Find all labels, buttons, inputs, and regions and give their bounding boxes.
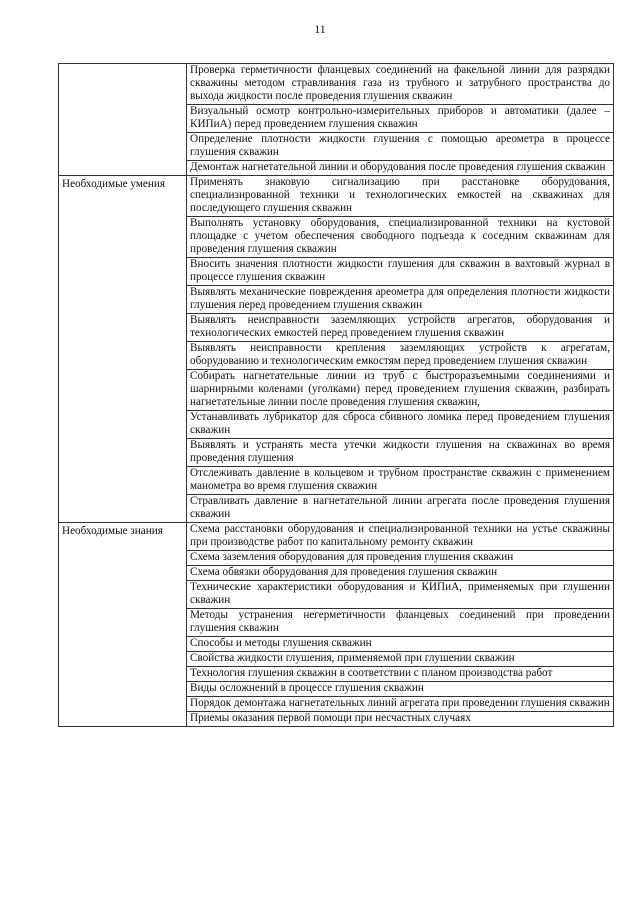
requirement-item: Выполнять установку оборудования, специализированной техники на кустовой площадке с учетом обеспечения свободного подъезда к соседним скважинам для проведения глушения скважин [187,217,614,258]
page-number: 11 [314,22,326,36]
requirement-item: Выявлять неисправности заземляющих устройств агрегатов, оборудования и технологических емкостей перед проведением глушения скважин [187,314,614,342]
section-label: Необходимые умения [59,176,187,523]
requirement-item: Отслеживать давление в кольцевом и трубном пространстве скважин с применением манометра во время глушения скважин [187,467,614,495]
section-label: Необходимые знания [59,523,187,727]
requirement-item: Схема заземления оборудования для проведения глушения скважин [187,551,614,566]
qualification-table [58,63,614,727]
section-label [59,64,187,176]
requirement-item: Собирать нагнетательные линии из труб с быстроразъемными соединениями и шарнирными коленами (уголками) перед проведением глушения скважин, разбирать нагнетательные линии после проведения глушения скважин, [187,370,614,411]
requirement-item: Порядок демонтажа нагнетательных линий агрегата при проведении глушения скважин [187,697,614,712]
requirement-item: Вносить значения плотности жидкости глушения для скважин в вахтовый журнал в процессе глушения скважин [187,258,614,286]
requirement-item: Применять знаковую сигнализацию при расстановке оборудования, специализированной техники и технологических емкостей на скважинах для последующего глушения скважин [187,176,614,217]
requirement-item: Методы устранения негерметичности фланцевых соединений при проведении глушения скважин [187,609,614,637]
qualification-table-body [59,64,614,727]
requirement-item: Устанавливать лубрикатор для сброса сбивного ломика перед проведением глушения скважин [187,411,614,439]
requirement-item: Схема обвязки оборудования для проведения глушения скважин [187,566,614,581]
requirement-item: Приемы оказания первой помощи при несчастных случаях [187,712,614,727]
requirement-item: Выявлять механические повреждения ареометра для определения плотности жидкости глушения перед проведением глушения скважин [187,286,614,314]
table-row [59,64,614,105]
requirement-item: Демонтаж нагнетательной линии и оборудования после проведения глушения скважин [187,161,614,176]
requirement-item: Проверка герметичности фланцевых соединений на факельной линии для разрядки скважины методом стравливания газа из трубного и затрубного пространства до выхода жидкости после проведения глушения скважин [187,64,614,105]
requirement-item: Визуальный осмотр контрольно-измерительных приборов и автоматики (далее – КИПиА) перед проведением глушения скважин [187,105,614,133]
requirement-item: Определение плотности жидкости глушения с помощью ареометра в процессе глушения скважин [187,133,614,161]
table-row [59,523,614,551]
requirement-item: Технология глушения скважин в соответствии с планом производства работ [187,667,614,682]
requirement-item: Схема расстановки оборудования и специализированной техники на устье скважины при производстве работ по капитальному ремонту скважин [187,523,614,551]
requirement-item: Способы и методы глушения скважин [187,637,614,652]
requirement-item: Свойства жидкости глушения, применяемой при глушении скважин [187,652,614,667]
table-row [59,176,614,217]
requirement-item: Виды осложнений в процессе глушения скважин [187,682,614,697]
requirement-item: Выявлять и устранять места утечки жидкости глушения на скважинах во время проведения глушения [187,439,614,467]
requirement-item: Выявлять неисправности крепления заземляющих устройств к агрегатам, оборудованию и технологическим емкостям перед проведением глушения скважин [187,342,614,370]
requirement-item: Технические характеристики оборудования и КИПиА, применяемых при глушении скважин [187,581,614,609]
requirement-item: Стравливать давление в нагнетательной линии агрегата после проведения глушения скважин [187,495,614,523]
